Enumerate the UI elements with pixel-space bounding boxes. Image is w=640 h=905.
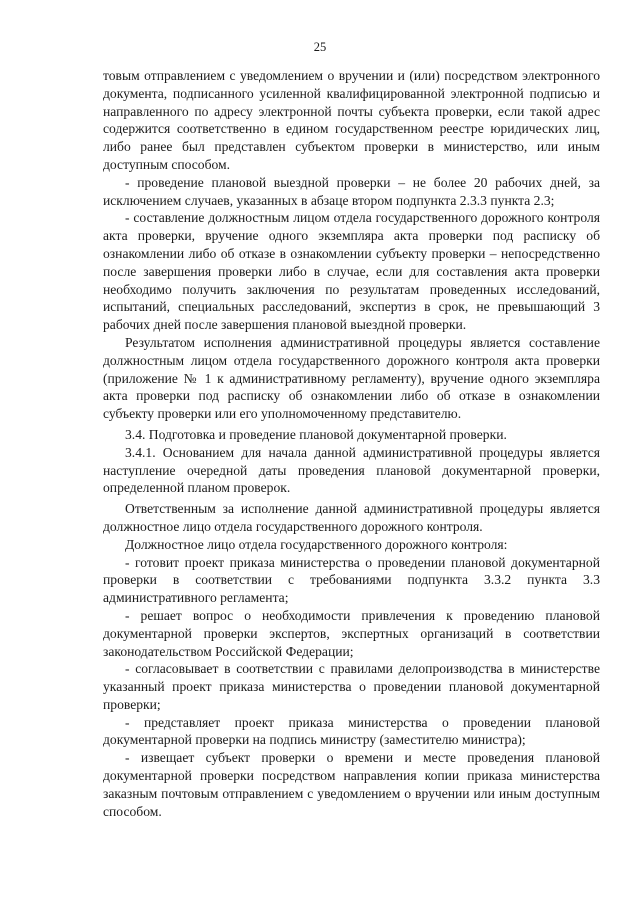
paragraph-list-item: - готовит проект приказа министерства о проведении плановой документарной проверки в соответствии с требованиями подпункта 3.3.2 пункта 3.3 административного регламента; bbox=[103, 554, 600, 606]
document-body bbox=[103, 67, 600, 820]
paragraph-continuation: товым отправлением с уведомлением о вручении и (или) посредством электронного документа, подписанного усиленной квалифицированной электронной подписью и направленного по адресу электронной почты субъекта проверки, если такой адрес содержится соответственно в едином государственном реестре юридических лиц, либо ранее был представлен субъектом проверки в министерство, или иным доступным способом. bbox=[103, 68, 600, 172]
paragraph-list-item: - представляет проект приказа министерства о проведении плановой документарной проверки на подпись министру (заместителю министра); bbox=[103, 714, 600, 748]
paragraph-list-item: - решает вопрос о необходимости привлечения к проведению плановой документарной проверки экспертов, экспертных организаций в соответствии законодательством Российской Федерации; bbox=[103, 607, 600, 659]
paragraph-list-item: - проведение плановой выездной проверки – не более 20 рабочих дней, за исключением случаев, указанных в абзаце втором подпункта 2.3.3 пункта 2.3; bbox=[103, 174, 600, 208]
paragraph: 3.4.1. Основанием для начала данной административной процедуры является наступление очередной даты проведения плановой документарной проверки, определенной планом проверок. bbox=[103, 444, 600, 496]
section-heading: 3.4. Подготовка и проведение плановой документарной проверки. bbox=[125, 426, 507, 442]
page-number: 25 bbox=[313, 40, 327, 54]
paragraph: Ответственным за исполнение данной административной процедуры является должностное лицо отдела государственного дорожного контроля. bbox=[103, 501, 600, 534]
paragraph-list-item: - составление должностным лицом отдела государственного дорожного контроля акта проверки, вручение одного экземпляра акта проверки под расписку об ознакомлении либо об отказе в ознакомлении субъекту проверки – непосредственно после завершения проверки либо в случае, если для составления акта проверки необходимо получить заключения по результатам проведенных исследований, испытаний, специальных расследований, экспертиз в срок, не превышающий 3 рабочих дней после завершения плановой выездной проверки. bbox=[103, 210, 600, 333]
paragraph: Результатом исполнения административной процедуры является составление должностным лицом отдела государственного дорожного контроля акта проверки (приложение № 1 к административному регламенту), вручение одного экземпляра акта проверки под расписку об ознакомлении либо об отказе в ознакомлении субъекту проверки или его уполномоченному представителю. bbox=[103, 334, 600, 422]
paragraph-list-item: - согласовывает в соответствии с правилами делопроизводства в министерстве указанный проект приказа министерства о проведении плановой документарной проверки; bbox=[103, 661, 600, 712]
paragraph-list-item: - извещает субъект проверки о времени и месте проведения плановой документарной проверки посредством направления копии приказа министерства заказным почтовым отправлением с уведомлением о вручении или иным доступным способом. bbox=[103, 750, 600, 819]
paragraph: Должностное лицо отдела государственного дорожного контроля: bbox=[125, 536, 508, 552]
